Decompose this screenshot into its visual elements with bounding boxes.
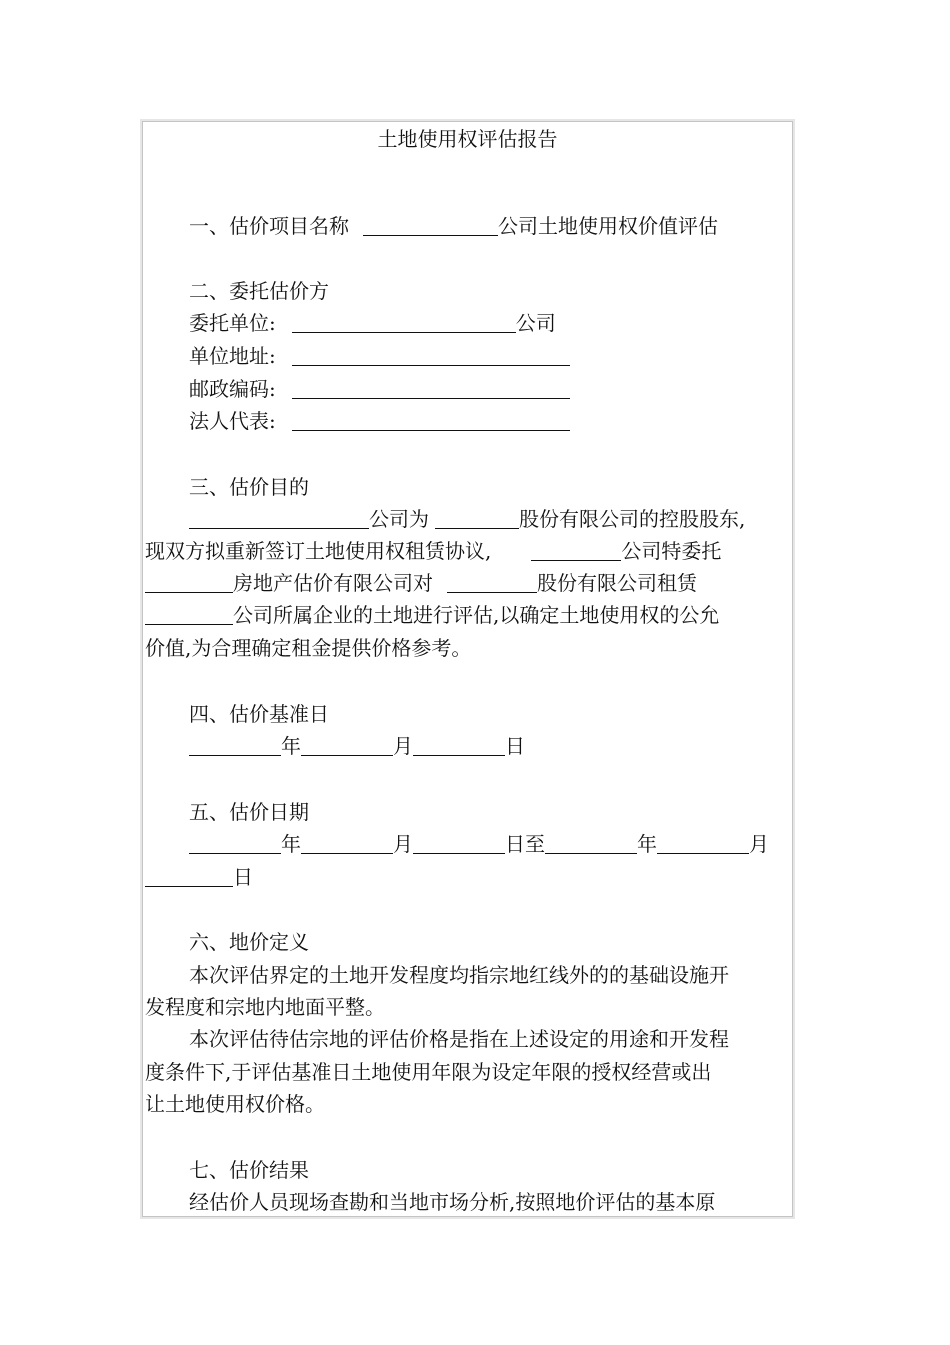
definition-p2-line-2: 度条件下,于评估基准日土地使用年限为设定年限的授权经营或出: [145, 1060, 712, 1084]
client-postcode-row: [143, 374, 792, 404]
purpose-line-4: [143, 600, 792, 630]
client-legal-rep-blank: [292, 410, 570, 431]
document-title: 土地使用权评估报告: [377, 127, 558, 151]
definition-p2-line-1: 本次评估待估宗地的评估价格是指在上述设定的用途和开发程: [189, 1027, 729, 1051]
definition-p1-line-1: 本次评估界定的土地开发程度均指宗地红线外的的基础设施开: [189, 963, 729, 987]
company-blank: [363, 215, 498, 236]
company-blank: [447, 572, 537, 593]
client-address-blank: [292, 345, 570, 366]
valuation-date-row: [143, 731, 792, 761]
purpose-text: 公司为: [369, 507, 429, 531]
month-label: 月: [749, 832, 769, 856]
section-2-heading: 二、委托估价方: [189, 279, 329, 303]
purpose-text: 房地产估价有限公司对: [233, 571, 433, 595]
section-3-heading: 三、估价目的: [189, 475, 309, 499]
purpose-text: 股份有限公司租赁: [537, 571, 697, 595]
client-legal-rep-label: 法人代表:: [189, 409, 276, 433]
purpose-text: 公司特委托: [621, 539, 722, 563]
company-blank: [531, 540, 621, 561]
section-6-heading: 六、地价定义: [189, 930, 309, 954]
year-blank: [189, 735, 281, 756]
company-blank: [189, 508, 369, 529]
client-unit-blank: [292, 312, 516, 333]
valuation-period-row-2: [143, 862, 792, 892]
purpose-line-5: 价值,为合理确定租金提供价格参考。: [145, 636, 472, 660]
year-blank: [189, 833, 281, 854]
definition-p1-line-2: 发程度和宗地内地面平整。: [145, 995, 385, 1019]
section-1-heading: 一、估价项目名称: [189, 214, 349, 238]
definition-p2-line-3: 让土地使用权价格。: [145, 1092, 325, 1116]
month-blank: [301, 735, 393, 756]
client-unit-row: [143, 308, 792, 338]
project-name-suffix: 公司土地使用权价值评估: [498, 214, 718, 238]
purpose-line-2: [143, 536, 792, 566]
month-blank: [657, 833, 749, 854]
section-7-heading: 七、估价结果: [189, 1158, 309, 1182]
section-4-heading: 四、估价基准日: [189, 702, 329, 726]
day-to-label: 日至: [505, 832, 545, 856]
day-blank: [413, 833, 505, 854]
client-unit-suffix: 公司: [515, 311, 556, 335]
purpose-text: 股份有限公司的控股股东,: [519, 507, 746, 531]
year-label: 年: [637, 832, 657, 856]
year-blank: [545, 833, 637, 854]
project-name-row: [143, 211, 792, 241]
day-blank: [413, 735, 505, 756]
client-postcode-label: 邮政编码:: [189, 377, 276, 401]
purpose-text: 现双方拟重新签订土地使用权租赁协议,: [145, 539, 492, 563]
day-label: 日: [233, 865, 253, 889]
client-address-row: [143, 341, 792, 371]
day-blank: [145, 866, 233, 887]
purpose-line-1: [143, 504, 792, 534]
purpose-line-3: [143, 568, 792, 598]
purpose-text: 公司所属企业的土地进行评估,以确定土地使用权的公允: [233, 603, 720, 627]
month-blank: [301, 833, 393, 854]
year-label: 年: [281, 734, 301, 758]
valuation-period-row: [143, 829, 792, 859]
company-blank: [145, 604, 233, 625]
client-postcode-blank: [292, 378, 570, 399]
month-label: 月: [393, 734, 413, 758]
company-blank: [435, 508, 519, 529]
section-5-heading: 五、估价日期: [189, 800, 309, 824]
year-label: 年: [281, 832, 301, 856]
month-label: 月: [393, 832, 413, 856]
day-label: 日: [505, 734, 525, 758]
document-page: [142, 121, 793, 1217]
client-unit-label: 委托单位:: [189, 311, 276, 335]
client-address-label: 单位地址:: [189, 344, 276, 368]
result-line-1: 经估价人员现场查勘和当地市场分析,按照地价评估的基本原: [189, 1190, 716, 1214]
client-legal-rep-row: [143, 406, 792, 436]
company-blank: [145, 572, 233, 593]
